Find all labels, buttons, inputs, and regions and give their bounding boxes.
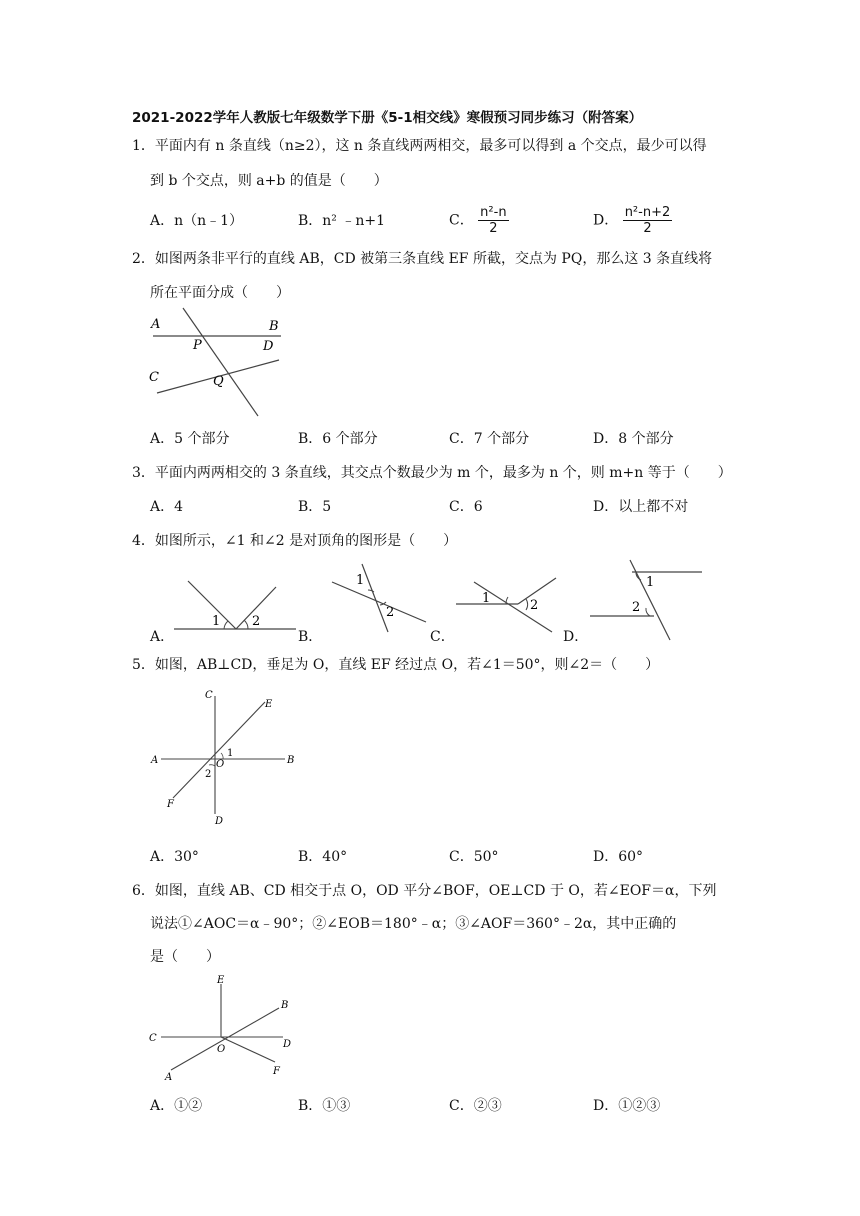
question-1-line-2: 到 b 个交点，则 a+b 的值是（ ） [150,173,388,189]
question-6-option-a: A．①② [150,1098,203,1114]
label-angle-2: 2 [252,614,261,629]
question-2-option-c: C．7 个部分 [449,431,530,447]
option-d-label: D． [593,212,619,229]
question-3-option-a: A．4 [150,499,184,515]
label-C: C [149,1033,157,1044]
question-4-figure-a [172,573,298,635]
label-F: F [167,799,174,810]
question-2-line-2: 所在平面分成（ ） [150,285,290,301]
question-5-option-d: D．60° [593,849,644,865]
question-4-option-d: D． [563,629,589,645]
question-5-option-a: A．30° [150,849,199,865]
page-title: 2021-2022学年人教版七年级数学下册《5-1相交线》寒假预习同步练习（附答案） [132,110,643,126]
question-5-option-b: B．40° [298,849,348,865]
question-1-line-1: 1．平面内有 n 条直线（n≥2），这 n 条直线两两相交，最多可以得到 a 个交点，最少可以得 [132,138,707,154]
label-angle-1: 1 [356,573,365,588]
label-A: A [165,1072,173,1083]
question-2-option-b: B．6 个部分 [298,431,378,447]
fraction-d-numerator: n²-n+2 [624,205,671,220]
question-4-figure-c [452,572,562,634]
label-B: B [269,319,279,334]
question-1-option-d [593,205,672,236]
question-2-option-d: D．8 个部分 [593,431,674,447]
question-6-line-2: 说法①∠AOC＝α﹣90°；②∠EOB＝180°﹣α；③∠AOF＝360°﹣2α，其中正确的 [150,916,677,932]
question-1-option-b: B．n² ﹣n+1 [298,213,386,229]
label-E: E [265,699,273,710]
question-4-option-a: A． [150,629,175,645]
question-4-figure-b [320,560,430,634]
label-B: B [281,1000,289,1011]
question-4-option-b: B． [298,629,323,645]
label-B: B [287,755,295,766]
label-angle-1: 1 [212,614,221,629]
label-E: E [217,975,225,986]
question-3-option-c: C．6 [449,499,483,515]
label-A: A [151,317,161,332]
question-1-option-a: A．n（n﹣1） [150,213,244,229]
label-C: C [205,690,213,701]
question-6-line-1: 6．如图，直线 AB、CD 相交于点 O，OD 平分∠BOF，OE⊥CD 于 O，若∠EOF＝α，下列 [132,883,717,899]
label-angle-1: 1 [227,748,234,759]
question-6-figure [145,970,300,1085]
question-5-line-1: 5．如图，AB⊥CD，垂足为 O，直线 EF 经过点 O，若∠1＝50°，则∠2＝（ ） [132,657,660,673]
question-3-line-1: 3．平面内两两相交的 3 条直线，其交点个数最少为 m 个，最多为 n 个，则 m+n 等于（ ） [132,465,732,481]
label-D: D [263,339,274,354]
label-D: D [283,1039,292,1050]
label-angle-2: 2 [386,605,395,620]
option-c-label: C． [449,212,474,229]
question-2-figure [145,305,285,420]
question-6-option-d: D．①②③ [593,1098,661,1114]
fraction-d-denominator: 2 [643,221,652,236]
label-angle-1: 1 [646,575,655,590]
label-D: D [215,816,224,827]
question-4-line-1: 4．如图所示，∠1 和∠2 是对顶角的图形是（ ） [132,533,458,549]
label-angle-2: 2 [530,598,539,613]
label-angle-2: 2 [632,600,641,615]
label-angle-1: 1 [482,591,491,606]
fraction-d [623,205,673,236]
label-O: O [217,1044,226,1055]
label-angle-2: 2 [205,769,212,780]
fraction-c-denominator: 2 [489,221,498,236]
question-1-option-c [449,205,509,236]
question-5-figure [145,686,300,831]
question-4-figure-d [588,558,704,642]
label-C: C [149,370,159,385]
question-2-option-a: A．5 个部分 [150,431,230,447]
question-6-line-3: 是（ ） [150,949,220,965]
question-3-option-d: D．以上都不对 [593,499,689,515]
question-4-option-c: C． [430,629,455,645]
label-O: O [216,759,225,770]
question-6-option-c: C．②③ [449,1098,502,1114]
fraction-c [478,205,508,236]
question-6-option-b: B．①③ [298,1098,351,1114]
question-3-option-b: B．5 [298,499,332,515]
fraction-c-numerator: n²-n [480,205,507,220]
label-A: A [151,755,159,766]
question-5-option-c: C．50° [449,849,499,865]
label-Q: Q [213,374,224,389]
question-2-line-1: 2．如图两条非平行的直线 AB，CD 被第三条直线 EF 所截，交点为 PQ，那么这 3 条直线将 [132,251,713,267]
label-F: F [273,1066,280,1077]
label-P: P [193,338,202,353]
